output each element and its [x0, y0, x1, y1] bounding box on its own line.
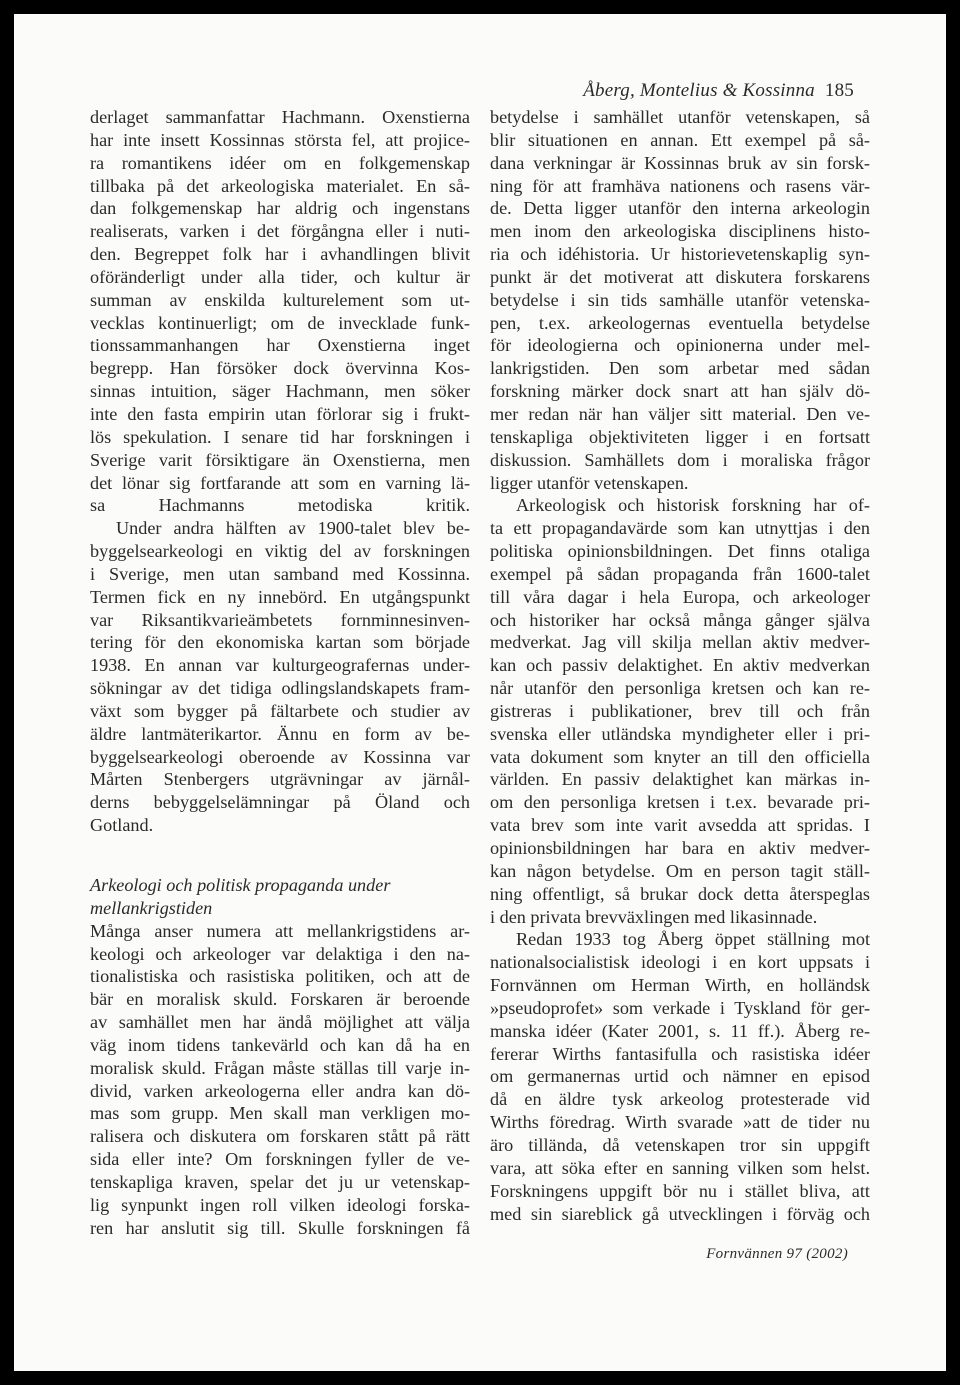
text-line: manska idéer (Kater 2001, s. 11 ff.). Åberg re- — [490, 1020, 870, 1041]
text-line: medverkat. Jag vill skilja mellan aktiv medver- — [490, 632, 870, 653]
text-line: politiska opinionsbildningen. Det finns otaliga — [490, 541, 870, 562]
text-line: opinionsbildningen har bara en aktiv medver- — [490, 838, 870, 858]
text-line: och historiker har också många gånger själva — [490, 609, 870, 630]
text-line: inte den fasta empirin utan förlorar sig i frukt- — [90, 403, 470, 424]
text-line: derns bebyggelselämningar på Öland och — [90, 792, 470, 813]
text-line: vata brev som inte varit avsedda att spridas. I — [490, 815, 870, 836]
text-line: diskussion. Samhällets dom i moraliska frågor — [490, 449, 870, 470]
text-line: med sin siareblick gå utvecklingen i förväg och — [490, 1203, 870, 1224]
text-line: keologi och arkeologer var delaktiga i den na- — [90, 943, 470, 964]
text-line: Forskningens uppgift bör nu i stället bliva, att — [490, 1180, 870, 1201]
text-line: nationalsocialistisk ideologi i en kort uppsats i — [490, 952, 870, 973]
text-line: moralisk skuld. Frågan måste ställas till varje in- — [90, 1057, 470, 1078]
text-line: de. Detta ligger utanför den interna arkeologin — [490, 198, 870, 219]
text-line: Gotland. — [90, 815, 154, 836]
text-line: lös spekulation. I senare tid har forskningen i — [90, 426, 470, 447]
text-line: vecklas kontinuerligt; om de invecklade funk- — [90, 312, 470, 333]
text-line: Redan 1933 tog Åberg öppet ställning mot — [516, 929, 870, 950]
text-line: oföränderligt under alla tider, och kultur är — [90, 266, 470, 287]
text-line: ning offentligt, så brukar dock detta återspeglas — [490, 883, 870, 904]
text-line: begrepp. Han försöker dock övervinna Kos- — [90, 358, 470, 379]
text-line: betydelse i sin tids samhälle utanför vetenska- — [490, 289, 870, 310]
text-line: i Sverige, men utan samband med Kossinna. — [90, 563, 470, 584]
text-line: ralisera och diskutera om forskaren stått på rätt — [90, 1126, 470, 1147]
text-line: »pseudoprofet» som verkade i Tyskland för ger- — [490, 997, 870, 1018]
text-line: lig synpunkt ingen roll vilken ideologi forska- — [90, 1194, 470, 1215]
left-paragraph-1 — [90, 106, 470, 517]
text-line: blir situationen en annan. Ett exempel på så- — [490, 129, 870, 150]
text-line: till våra dagar i hela Europa, och arkeologer — [490, 586, 870, 607]
text-line: mer redan när han väljer sitt material. Den ve- — [490, 403, 870, 424]
text-line: tenskapliga kraven, spelar det ju ur vetenskap- — [90, 1171, 470, 1192]
text-line: tionssammanhangen har Oxenstierna inget — [90, 335, 470, 356]
text-line: ligger utanför vetenskapen. — [490, 472, 689, 493]
text-line: väg inom tidens tankevärld och kan då ha en — [90, 1034, 470, 1055]
text-line: Termen fick en ny innebörd. En utgångspunkt — [90, 586, 470, 607]
text-line: fererar Wirths fantasifulla och rasistiska idéer — [490, 1043, 870, 1064]
running-head — [583, 80, 854, 102]
text-line: då en äldre tysk arkeolog protesterade vid — [490, 1089, 870, 1110]
text-line: sida eller inte? Om forskningen fyller de ve- — [90, 1149, 470, 1170]
text-line: punkt är det motiverat att diskutera forskarens — [490, 266, 870, 287]
text-line: Sverige varit försiktigare än Oxenstierna, men — [90, 449, 470, 470]
text-line: i den privata brevväxlingen med likasinnade. — [490, 906, 818, 927]
text-line: derlaget sammanfattar Hachmann. Oxenstierna — [90, 107, 470, 127]
text-line: sinnas intuition, säger Hachmann, men söker — [90, 381, 470, 402]
text-line: äro tillända, då vetenskapen tror sin uppgift — [490, 1134, 870, 1155]
text-line: realiserats, varken i det förgångna eller i nuti- — [90, 221, 470, 242]
text-line: bär en moralisk skuld. Forskaren är beroende — [90, 989, 470, 1010]
text-line: tering för den ekonomiska kartan som började — [90, 632, 470, 653]
text-line: Wirths föredrag. Wirth svarade »att de tider nu — [490, 1112, 870, 1133]
section-gap — [90, 837, 470, 874]
text-line: vara, att söka efter en sanning vilken som helst. — [490, 1157, 870, 1178]
text-line: var Riksantikvarieämbetets fornminnesinven- — [90, 609, 470, 630]
text-line: byggelsearkeologi oberoende av Kossinna var — [90, 746, 470, 767]
text-line: ria och idéhistoria. Ur historievetenskaplig syn- — [490, 244, 870, 265]
page-number: 185 — [824, 80, 854, 101]
text-line: vata dokument som knyter an till den officiella — [490, 746, 870, 767]
text-line: mas som grupp. Men skall man verkligen mo- — [90, 1103, 470, 1124]
text-line: summan av enskilda kulturelement som ut- — [90, 289, 470, 310]
text-line: växt som bygger på fältarbete och studier av — [90, 700, 470, 721]
text-line: ren har anslutit sig till. Skulle forskningen få — [90, 1217, 470, 1238]
text-line: forskning märker dock snart att han själv dö- — [490, 381, 870, 402]
page — [14, 14, 946, 1371]
text-line: 1938. En annan var kulturgeografernas under- — [90, 655, 470, 676]
text-line: tionalistiska och rasistiska politiken, och att de — [90, 966, 470, 987]
text-line: gistreras i publikationer, brev till och från — [490, 700, 870, 721]
text-line: svenska eller utländska myndigheter eller i pri- — [490, 723, 870, 744]
text-line: Fornvännen om Herman Wirth, en holländsk — [490, 975, 870, 996]
running-head-authors: Åberg, Montelius & Kossinna — [583, 80, 815, 101]
text-line: sa Hachmanns metodiska kritik. — [90, 495, 470, 516]
text-line: tenskapliga objektiviteten ligger i en fortsatt — [490, 426, 870, 447]
left-column — [90, 106, 470, 1240]
text-line: ra romantikens idéer om en folkgemenskap — [90, 152, 470, 173]
section-heading — [90, 874, 470, 920]
text-line: dan folkgemenskap har aldrig och ingenstans — [90, 198, 470, 219]
text-line: den. Begreppet folk har i avhandlingen blivit — [90, 244, 470, 265]
text-line: ning för att framhäva nationens och rasens vär- — [490, 175, 870, 196]
text-line: kan och passiv delaktighet. En aktiv medverkan — [490, 655, 870, 676]
text-line: för ideologierna och opinionerna under mel- — [490, 335, 870, 356]
left-paragraph-3 — [90, 920, 470, 1240]
text-line: byggelsearkeologi en viktig del av forskningen — [90, 541, 470, 562]
right-paragraph-3 — [490, 928, 870, 1225]
right-paragraph-2 — [490, 494, 870, 928]
text-line: divid, varken arkeologerna eller andra kan dö- — [90, 1080, 470, 1101]
text-line: om germanernas urtid och nämner en episod — [490, 1066, 870, 1087]
section-heading-line: mellankrigstiden — [90, 897, 213, 918]
text-line: sökningar av det tidiga odlingslandskapets fram- — [90, 678, 470, 699]
text-line: dana verkningar är Kossinnas bruk av sin forsk- — [490, 152, 870, 173]
text-line: når utanför den personliga kretsen och kan re- — [490, 678, 870, 699]
text-line: av samhället men har ändå möjlighet att välja — [90, 1012, 470, 1033]
text-line: ta ett propagandavärde som kan utnyttjas i den — [490, 518, 870, 539]
text-line: men inom den arkeologiska disciplinens histo- — [490, 221, 870, 242]
text-line: Arkeologisk och historisk forskning har of- — [516, 495, 870, 516]
text-line: det lönar sig fortfarande att som en varning lä- — [90, 472, 470, 493]
text-line: Många anser numera att mellankrigstidens ar- — [90, 920, 470, 941]
text-line: om den personliga kretsen i t.ex. bevarade pri- — [490, 792, 870, 813]
text-line: Mårten Stenbergers utgrävningar av järnål- — [90, 769, 470, 790]
left-paragraph-2 — [90, 517, 470, 837]
text-line: världen. En passiv delaktighet kan märkas in- — [490, 769, 870, 790]
section-heading-line: Arkeologi och politisk propaganda under — [90, 875, 391, 895]
text-line: äldre lantmäterikartor. Ännu en form av be- — [90, 723, 470, 744]
journal-footer: Fornvännen 97 (2002) — [706, 1246, 848, 1262]
text-line: Under andra hälften av 1900-talet blev be- — [116, 518, 470, 539]
text-line: har inte insett Kossinnas största fel, att projice- — [90, 129, 470, 150]
text-line: tillbaka på det arkeologiska materialet. En så- — [90, 175, 470, 196]
text-line: betydelse i samhället utanför vetenskapen, så — [490, 107, 870, 127]
text-line: exempel på sådan propaganda från 1600-talet — [490, 563, 870, 584]
text-line: pen, t.ex. arkeologernas eventuella betydelse — [490, 312, 870, 333]
right-paragraph-1 — [490, 106, 870, 494]
right-column — [490, 106, 870, 1225]
text-line: lankrigstiden. Den som arbetar med sådan — [490, 358, 870, 379]
text-line: kan någon betydelse. Om en person tagit ställ- — [490, 860, 870, 881]
